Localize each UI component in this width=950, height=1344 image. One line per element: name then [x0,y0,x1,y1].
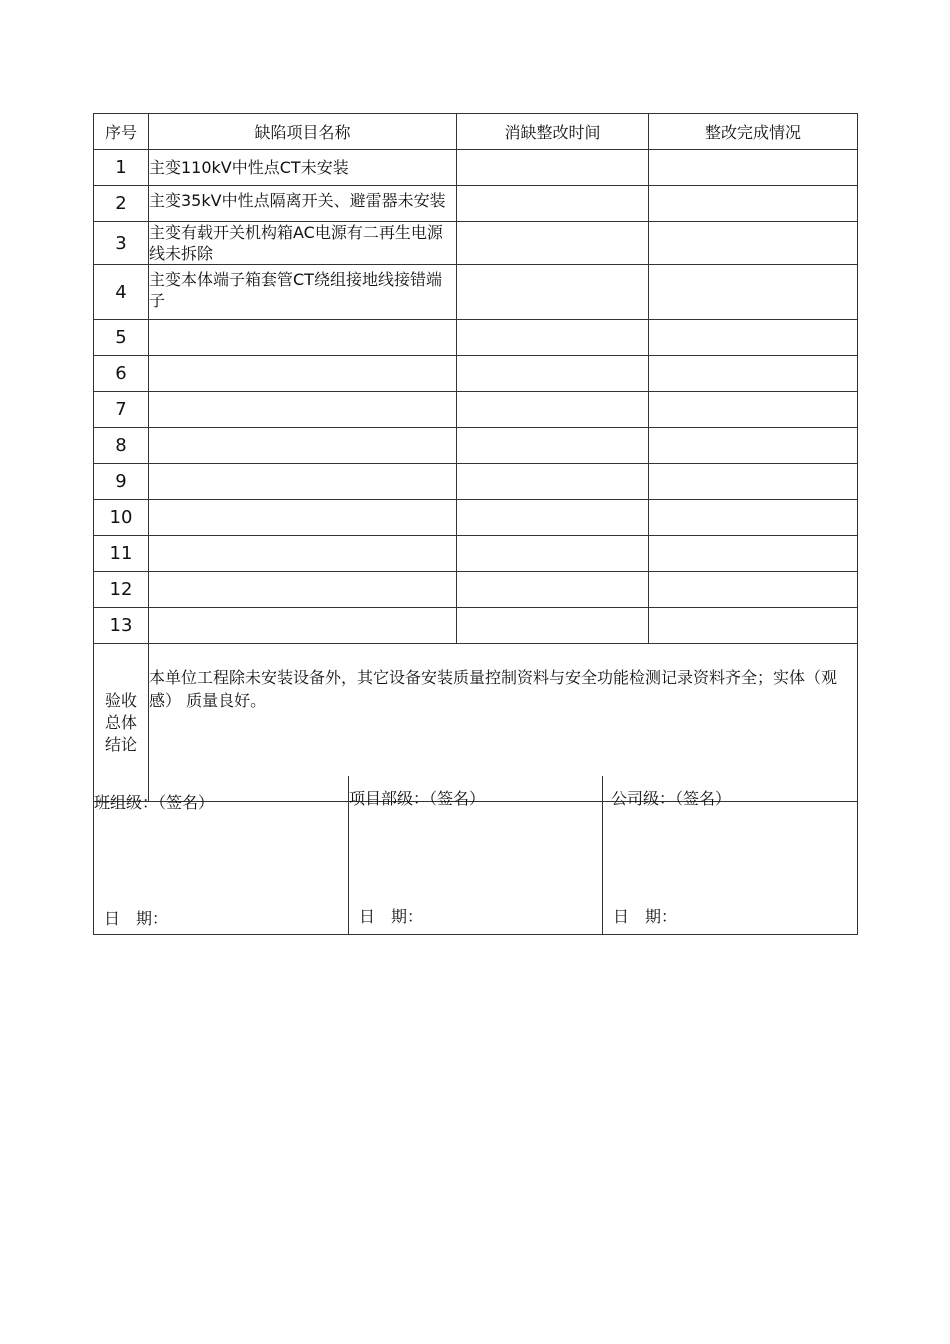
row-number: 9 [94,464,149,500]
row-number: 7 [94,392,149,428]
table-row [94,356,858,392]
rectify-time-cell [457,150,649,186]
defect-name [149,392,457,428]
table-row [94,320,858,356]
rectify-time-cell [457,572,649,608]
company-signature-cell [603,776,858,935]
rectify-status-cell [649,265,858,320]
row-number: 6 [94,356,149,392]
defect-name [149,572,457,608]
table-row [94,500,858,536]
rectify-status-cell [649,320,858,356]
conclusion-label: 验收总体结论 [94,644,149,802]
company-signature-label: 公司级：（签名） [611,789,732,808]
rectify-time-cell [457,356,649,392]
row-number: 8 [94,428,149,464]
rectify-status-cell [649,186,858,222]
table-row [94,186,858,222]
row-number: 5 [94,320,149,356]
signature-row [94,776,858,935]
defect-name [149,500,457,536]
row-number: 3 [94,222,149,265]
table-row [94,608,858,644]
defect-table [93,113,858,802]
team-signature-cell [94,776,349,935]
defect-name: 主变35kV中性点隔离开关、避雷器未安装 [149,186,457,222]
table-row [94,150,858,186]
defect-name [149,536,457,572]
rectify-time-cell [457,464,649,500]
row-number: 10 [94,500,149,536]
rectify-status-cell [649,428,858,464]
table-row [94,572,858,608]
row-number: 1 [94,150,149,186]
rectify-status-cell [649,608,858,644]
table-row [94,464,858,500]
company-date-label: 日 期： [613,907,678,926]
defect-name [149,320,457,356]
rectify-status-cell [649,536,858,572]
header-no: 序号 [94,114,149,150]
rectify-time-cell [457,265,649,320]
rectify-status-cell [649,500,858,536]
defect-name: 主变本体端子箱套管CT绕组接地线接错端子 [149,265,457,320]
table-header-row [94,114,858,150]
rectify-status-cell [649,150,858,186]
row-number: 11 [94,536,149,572]
defect-name [149,428,457,464]
rectify-time-cell [457,428,649,464]
row-number: 2 [94,186,149,222]
header-status: 整改完成情况 [649,114,858,150]
table-row [94,392,858,428]
row-number: 12 [94,572,149,608]
rectify-time-cell [457,186,649,222]
team-signature-label: 班组级：（签名） [94,793,215,812]
rectify-time-cell [457,222,649,265]
rectify-status-cell [649,356,858,392]
rectify-time-cell [457,320,649,356]
rectify-time-cell [457,608,649,644]
rectify-status-cell [649,464,858,500]
project-signature-cell [349,776,603,935]
defect-name: 主变110kV中性点CT未安装 [149,150,457,186]
rectify-time-cell [457,536,649,572]
rectify-status-cell [649,392,858,428]
project-signature-label: 项目部级：（签名） [349,789,486,808]
table-row [94,222,858,265]
project-date-label: 日 期： [359,907,424,926]
table-row [94,536,858,572]
defect-name: 主变有载开关机构箱AC电源有二再生电源线未拆除 [149,222,457,265]
defect-name [149,356,457,392]
defect-name [149,608,457,644]
table-row [94,265,858,320]
table-row [94,428,858,464]
rectify-status-cell [649,572,858,608]
team-date-label: 日 期： [104,909,169,928]
row-number: 4 [94,265,149,320]
conclusion-text: 本单位工程除未安装设备外，其它设备安装质量控制资料与安全功能检测记录资料齐全；实体（观感） 质量良好。 [149,644,858,802]
rectify-time-cell [457,392,649,428]
header-time: 消缺整改时间 [457,114,649,150]
signature-table [93,776,858,935]
defect-name [149,464,457,500]
row-number: 13 [94,608,149,644]
header-name: 缺陷项目名称 [149,114,457,150]
rectify-time-cell [457,500,649,536]
rectify-status-cell [649,222,858,265]
